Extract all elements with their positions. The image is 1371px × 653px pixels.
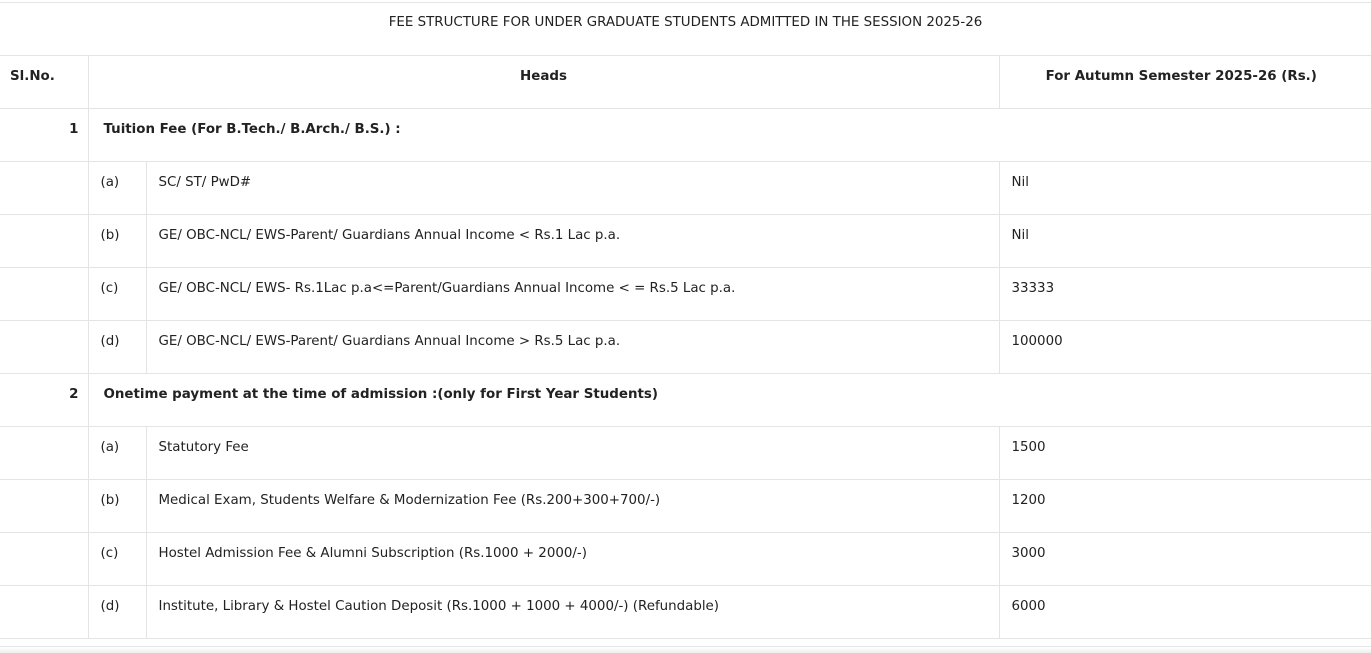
section-title: Tuition Fee (For B.Tech./ B.Arch./ B.S.) : [88,109,1371,162]
item-description: Institute, Library & Hostel Caution Deposit (Rs.1000 + 1000 + 4000/-) (Refundable) [146,586,999,639]
table-row [0,215,1371,268]
item-description: GE/ OBC-NCL/ EWS- Rs.1Lac p.a<=Parent/Guardians Annual Income < = Rs.5 Lac p.a. [146,268,999,321]
section-title: Onetime payment at the time of admission :(only for First Year Students) [88,374,1371,427]
fee-structure-table [0,2,1371,639]
item-description: Hostel Admission Fee & Alumni Subscription (Rs.1000 + 2000/-) [146,533,999,586]
empty-sl-cell [0,321,88,374]
item-amount: Nil [999,162,1371,215]
table-row [0,427,1371,480]
empty-sl-cell [0,162,88,215]
item-label: (a) [88,162,146,215]
item-amount: 1200 [999,480,1371,533]
item-description: SC/ ST/ PwD# [146,162,999,215]
empty-sl-cell [0,215,88,268]
item-amount: 100000 [999,321,1371,374]
section-number: 2 [0,374,88,427]
item-label: (d) [88,321,146,374]
item-amount: 3000 [999,533,1371,586]
item-label: (c) [88,268,146,321]
item-description: Medical Exam, Students Welfare & Modernization Fee (Rs.200+300+700/-) [146,480,999,533]
item-label: (d) [88,586,146,639]
section-number: 1 [0,109,88,162]
empty-sl-cell [0,586,88,639]
item-amount: 1500 [999,427,1371,480]
empty-sl-cell [0,268,88,321]
item-label: (a) [88,427,146,480]
item-label: (c) [88,533,146,586]
table-row [0,586,1371,639]
column-header-heads: Heads [88,56,999,109]
item-label: (b) [88,480,146,533]
item-amount: 33333 [999,268,1371,321]
table-header-row [0,56,1371,109]
item-amount: 6000 [999,586,1371,639]
item-description: GE/ OBC-NCL/ EWS-Parent/ Guardians Annual Income < Rs.1 Lac p.a. [146,215,999,268]
item-description: Statutory Fee [146,427,999,480]
empty-sl-cell [0,533,88,586]
table-row [0,268,1371,321]
fee-structure-page [0,2,1371,639]
item-label: (b) [88,215,146,268]
table-row [0,321,1371,374]
column-header-sl-no: Sl.No. [0,56,88,109]
table-row [0,533,1371,586]
empty-sl-cell [0,480,88,533]
section-row [0,109,1371,162]
item-amount: Nil [999,215,1371,268]
section-row [0,374,1371,427]
table-row [0,480,1371,533]
column-header-amount: For Autumn Semester 2025-26 (Rs.) [999,56,1371,109]
table-title-row [0,3,1371,56]
empty-sl-cell [0,427,88,480]
table-row [0,162,1371,215]
table-title: FEE STRUCTURE FOR UNDER GRADUATE STUDENTS ADMITTED IN THE SESSION 2025-26 [0,3,1371,56]
item-description: GE/ OBC-NCL/ EWS-Parent/ Guardians Annual Income > Rs.5 Lac p.a. [146,321,999,374]
